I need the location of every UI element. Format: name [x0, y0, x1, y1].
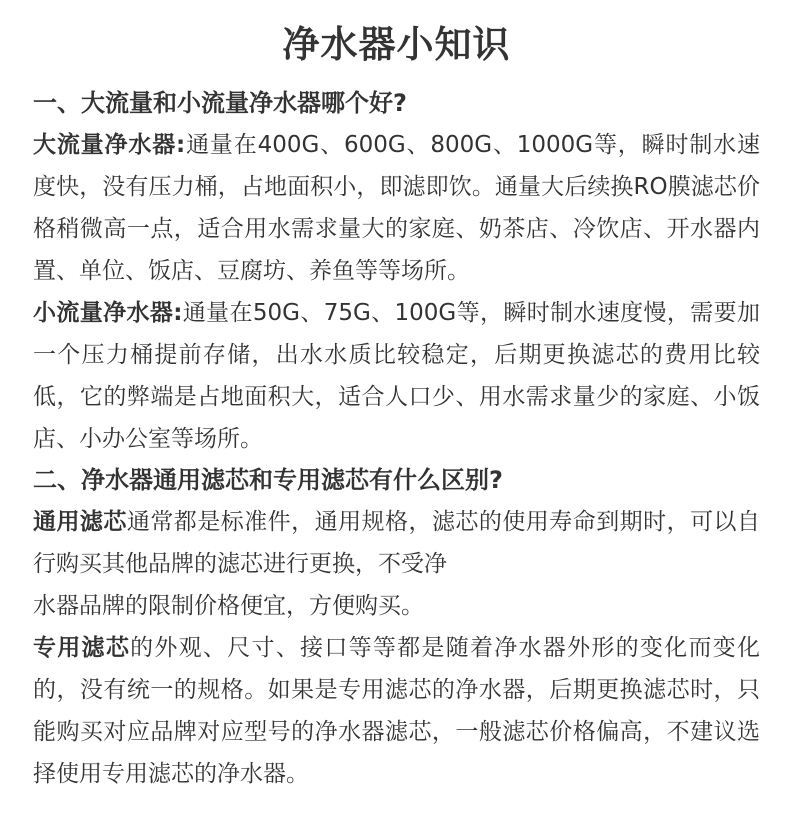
term-dedicated-filter: 专用滤芯 [33, 635, 131, 661]
text-small-flow: 通量在50G、75G、100G等，瞬时制水速度慢，需要加一个压力桶提前存储，出水水质比较稳定，后期更换滤芯的费用比较低，它的弊端是占地面积大，适合人口少、用水需求量少的家庭、小饭店、小办公室等场所。 [33, 300, 761, 452]
text-large-flow: 通量在400G、600G、800G、1000G等，瞬时制水速度快，没有压力桶，占地面积小，即滤即饮。通量大后续换RO膜滤芯价格稍微高一点，适合用水需求量大的家庭、奶茶店、冷饮店、开水器内置、单位、饭店、豆腐坊、养鱼等等场所。 [33, 132, 760, 284]
page-title: 净水器小知识 [282, 23, 511, 66]
paragraph-dedicated-filter [33, 627, 760, 795]
text-dedicated-filter: 的外观、尺寸、接口等等都是随着净水器外形的变化而变化的，没有统一的规格。如果是专用滤芯的净水器，后期更换滤芯时，只能购买对应品牌对应型号的净水器滤芯，一般滤芯价格偏高，不建议选择使用专用滤芯的净水器。 [33, 635, 761, 787]
paragraph-general-filter [33, 501, 760, 585]
question-1: 一、大流量和小流量净水器哪个好? [33, 89, 407, 117]
term-small-flow: 小流量净水器: [33, 300, 183, 326]
term-general-filter: 通用滤芯 [33, 509, 127, 535]
paragraph-large-flow [33, 124, 760, 292]
question-2: 二、净水器通用滤芯和专用滤芯有什么区别? [33, 466, 503, 494]
article-page [0, 15, 790, 813]
paragraph-small-flow [33, 292, 760, 460]
term-large-flow: 大流量净水器: [33, 132, 186, 158]
paragraph-general-filter-line2: 水器品牌的限制价格便宜，方便购买。 [33, 593, 424, 619]
text-general-filter: 通常都是标准件，通用规格，滤芯的使用寿命到期时，可以自行购买其他品牌的滤芯进行更换，不受净 [33, 509, 761, 577]
